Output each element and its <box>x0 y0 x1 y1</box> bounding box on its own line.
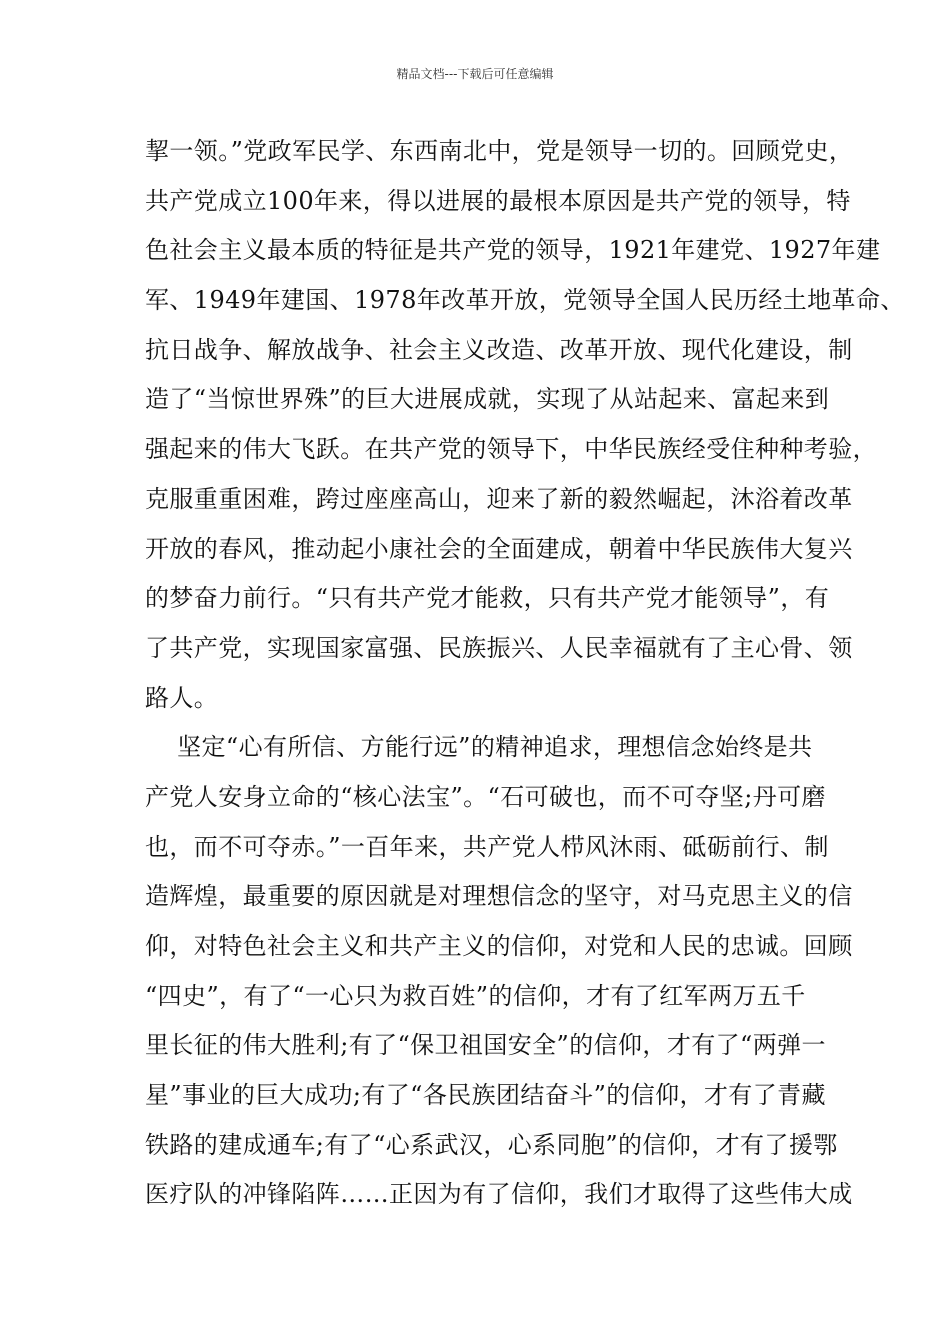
text-line: 挈一领。”党政军民学、东西南北中，党是领导一切的。回顾党史， <box>145 137 854 165</box>
page-header: 精品文档---下载后可任意编辑 <box>396 67 554 81</box>
text-line: 医疗队的冲锋陷阵……正因为有了信仰，我们才取得了这些伟大成 <box>145 1180 853 1209</box>
text-line: 坚定“心有所信、方能行远”的精神追求，理想信念始终是共 <box>145 733 813 762</box>
text-line: 的梦奋力前行。“只有共产党才能救，只有共产党才能领导”，有 <box>145 584 830 613</box>
document-body <box>145 127 905 1220</box>
text-line: 铁路的建成通车;有了“心系武汉，心系同胞”的信仰，才有了援鄂 <box>145 1130 838 1159</box>
text-line: 抗日战争、解放战争、社会主义改造、改革开放、现代化建设，制 <box>145 335 853 364</box>
text-line: 开放的春风，推动起小康社会的全面建成，朝着中华民族伟大复兴 <box>145 534 853 563</box>
text-line: 了共产党，实现国家富强、民族振兴、人民幸福就有了主心骨、领 <box>145 633 853 662</box>
text-line: 造辉煌，最重要的原因就是对理想信念的坚守，对马克思主义的信 <box>145 882 853 911</box>
text-line: 里长征的伟大胜利;有了“保卫祖国安全”的信仰，才有了“两弹一 <box>145 1031 826 1060</box>
text-line: 路人。 <box>145 683 219 712</box>
text-line: 强起来的伟大飞跃。在共产党的领导下，中华民族经受住种种考验， <box>145 435 877 464</box>
text-line: 共产党成立100年来，得以进展的最根本原因是共产党的领导，特 <box>145 186 851 215</box>
text-line: 军、1949年建国、1978年改革开放，党领导全国人民历经土地革命、 <box>145 286 905 315</box>
text-line: 仰，对特色社会主义和共产主义的信仰，对党和人民的忠诚。回顾 <box>145 932 853 960</box>
text-line: 克服重重困难，跨过座座高山，迎来了新的毅然崛起，沐浴着改革 <box>145 484 853 513</box>
text-line: 也，而不可夺赤。”一百年来，共产党人栉风沐雨、砥砺前行、制 <box>145 832 829 861</box>
text-line: “四史”，有了“一心只为救百姓”的信仰，才有了红军两万五千 <box>145 981 806 1010</box>
text-line: 造了“当惊世界殊”的巨大进展成就，实现了从站起来、富起来到 <box>145 385 830 414</box>
text-line: 产党人安身立命的“核心法宝”。“石可破也，而不可夺坚;丹可磨 <box>145 782 826 811</box>
text-line: 色社会主义最本质的特征是共产党的领导，1921年建党、1927年建 <box>145 236 881 265</box>
text-line: 星”事业的巨大成功;有了“各民族团结奋斗”的信仰，才有了青藏 <box>145 1081 826 1110</box>
